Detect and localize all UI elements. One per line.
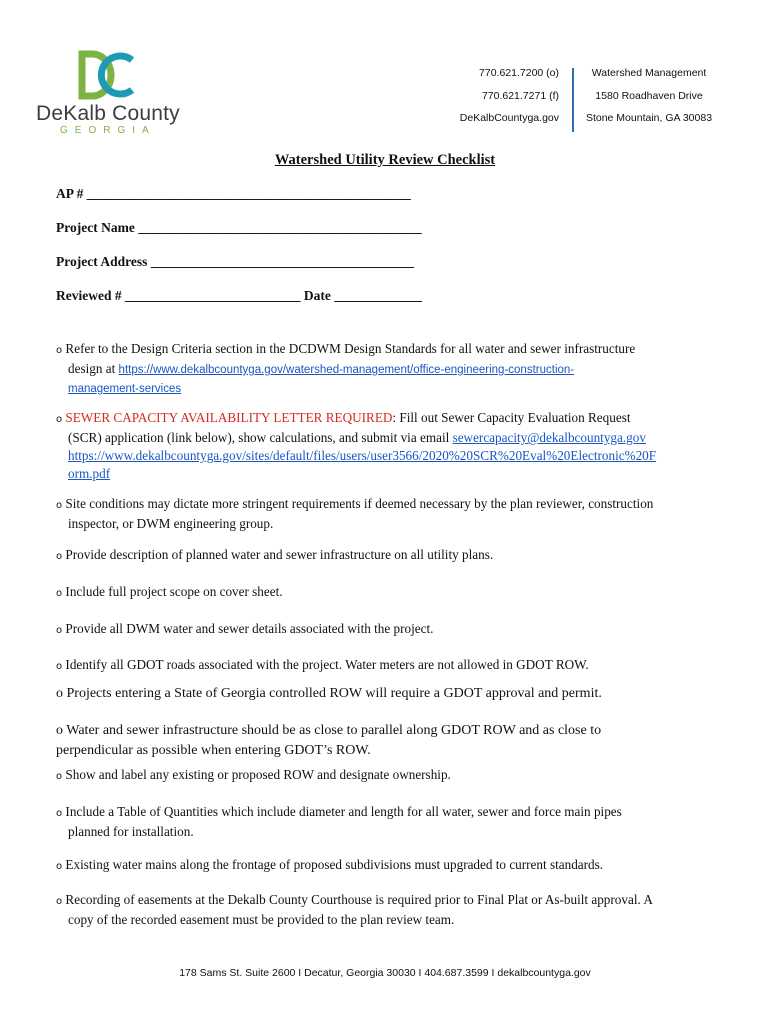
checkbox-icon[interactable]: o — [56, 500, 63, 511]
city-state-zip: Stone Mountain, GA 30083 — [585, 112, 713, 124]
page-footer: 178 Sams St. Suite 2600 I Decatur, Georgia 30030 I 404.687.3599 I dekalbcountyga.gov — [179, 967, 591, 979]
checklist-item-gdot-permit: o Projects entering a State of Georgia controlled ROW will require a GDOT approval and permit. — [56, 686, 602, 701]
checkbox-icon[interactable]: o — [56, 345, 63, 356]
checkbox-icon[interactable]: o — [56, 588, 63, 599]
sewer-capacity-email-link[interactable]: sewercapacity@dekalbcountyga.gov — [452, 430, 646, 445]
page-title: Watershed Utility Review Checklist — [274, 152, 496, 168]
sewer-capacity-alert: SEWER CAPACITY AVAILABILITY LETTER REQUIRED — [65, 410, 393, 425]
checklist-item-design-criteria: o Refer to the Design Criteria section in the DCDWM Design Standards for all water and sewer infrastructure design at https://www.dekalbcountyga.gov/watershed-management/office-engineering-construction- management-services — [56, 341, 636, 395]
project-address-field: Project Address _______________________________________ — [56, 254, 414, 269]
dekalb-county-logo — [36, 50, 180, 136]
checkbox-icon[interactable]: o — [56, 661, 63, 672]
checkbox-icon[interactable]: o — [56, 625, 63, 636]
checkbox-icon[interactable]: o — [56, 723, 63, 738]
checkbox-icon[interactable]: o — [56, 861, 63, 872]
checkbox-icon[interactable]: o — [56, 551, 63, 562]
project-name-field: Project Name __________________________________________ — [56, 220, 422, 235]
department-name: Watershed Management — [591, 67, 707, 79]
checklist-item-existing-water-mains: o Existing water mains along the frontage of proposed subdivisions must upgraded to current standards. — [56, 857, 604, 872]
checklist-item-row-ownership: o Show and label any existing or proposed ROW and designate ownership. — [56, 767, 451, 782]
checklist-item-infrastructure-description: o Provide description of planned water and sewer infrastructure on all utility plans. — [56, 547, 494, 562]
ap-number-field: AP # ________________________________________________ — [56, 186, 411, 201]
checklist-item-sewer-capacity: o SEWER CAPACITY AVAILABILITY LETTER REQUIRED: Fill out Sewer Capacity Evaluation Request (SCR) application (link below), show calculations, and submit via email sewercapacity@dekalbcountyga.gov https://www.dekalbcountyga.gov/sites/default/files/users/user3566/2020%20SCR%20Eval%20Electronic%20F orm.pdf — [56, 410, 657, 481]
checklist-item-table-of-quantities: o Include a Table of Quantities which include diameter and length for all water, sewer and force main pipes planned for installation. — [56, 804, 622, 839]
website-text: DeKalbCountyga.gov — [459, 112, 559, 124]
checklist-item-gdot-alignment: o Water and sewer infrastructure should be as close to parallel along GDOT ROW and as close to perpendicular as possible when entering GDOT’s ROW. — [56, 723, 602, 758]
checkbox-icon[interactable]: o — [56, 896, 63, 907]
scr-form-link[interactable]: https://www.dekalbcountyga.gov/sites/default/files/users/user3566/2020%20SCR%20Eval%20Electronic%20F — [68, 448, 657, 463]
phone-fax: 770.621.7271 (f) — [481, 89, 559, 102]
checklist-item-easements: o Recording of easements at the Dekalb County Courthouse is required prior to Final Plat or As-built approval. A copy of the recorded easement must be provided to the plan review team. — [56, 892, 653, 927]
checklist-item-gdot-roads: o Identify all GDOT roads associated with the project. Water meters are not allowed in GDOT ROW. — [56, 657, 589, 672]
contact-address-column — [584, 62, 714, 130]
contact-phone-column — [424, 62, 559, 130]
design-standards-link[interactable]: https://www.dekalbcountyga.gov/watershed-management/office-engineering-construction- — [118, 364, 575, 376]
checkbox-icon[interactable]: o — [56, 686, 63, 701]
scr-form-link-cont[interactable]: orm.pdf — [68, 466, 111, 481]
header-divider — [572, 68, 574, 132]
phone-office: 770.621.7200 (o) — [479, 67, 559, 79]
dc-monogram-icon — [78, 50, 138, 100]
checkbox-icon[interactable]: o — [56, 414, 63, 425]
logo-state-name: GEORGIA — [60, 125, 156, 136]
checkbox-icon[interactable]: o — [56, 808, 63, 819]
checklist-item-project-scope: o Include full project scope on cover sheet. — [56, 584, 283, 599]
logo-county-name: DeKalb County — [36, 102, 180, 125]
design-standards-link-cont[interactable]: management-services — [68, 383, 182, 395]
reviewed-date-field: Reviewed # __________________________ Date _____________ — [56, 288, 422, 303]
checkbox-icon[interactable]: o — [56, 771, 63, 782]
checklist-item-dwm-details: o Provide all DWM water and sewer details associated with the project. — [56, 621, 434, 636]
street-address: 1580 Roadhaven Drive — [595, 89, 703, 102]
checklist-item-site-conditions: o Site conditions may dictate more stringent requirements if deemed necessary by the plan reviewer, construction inspector, or DWM engineering group. — [56, 496, 654, 531]
